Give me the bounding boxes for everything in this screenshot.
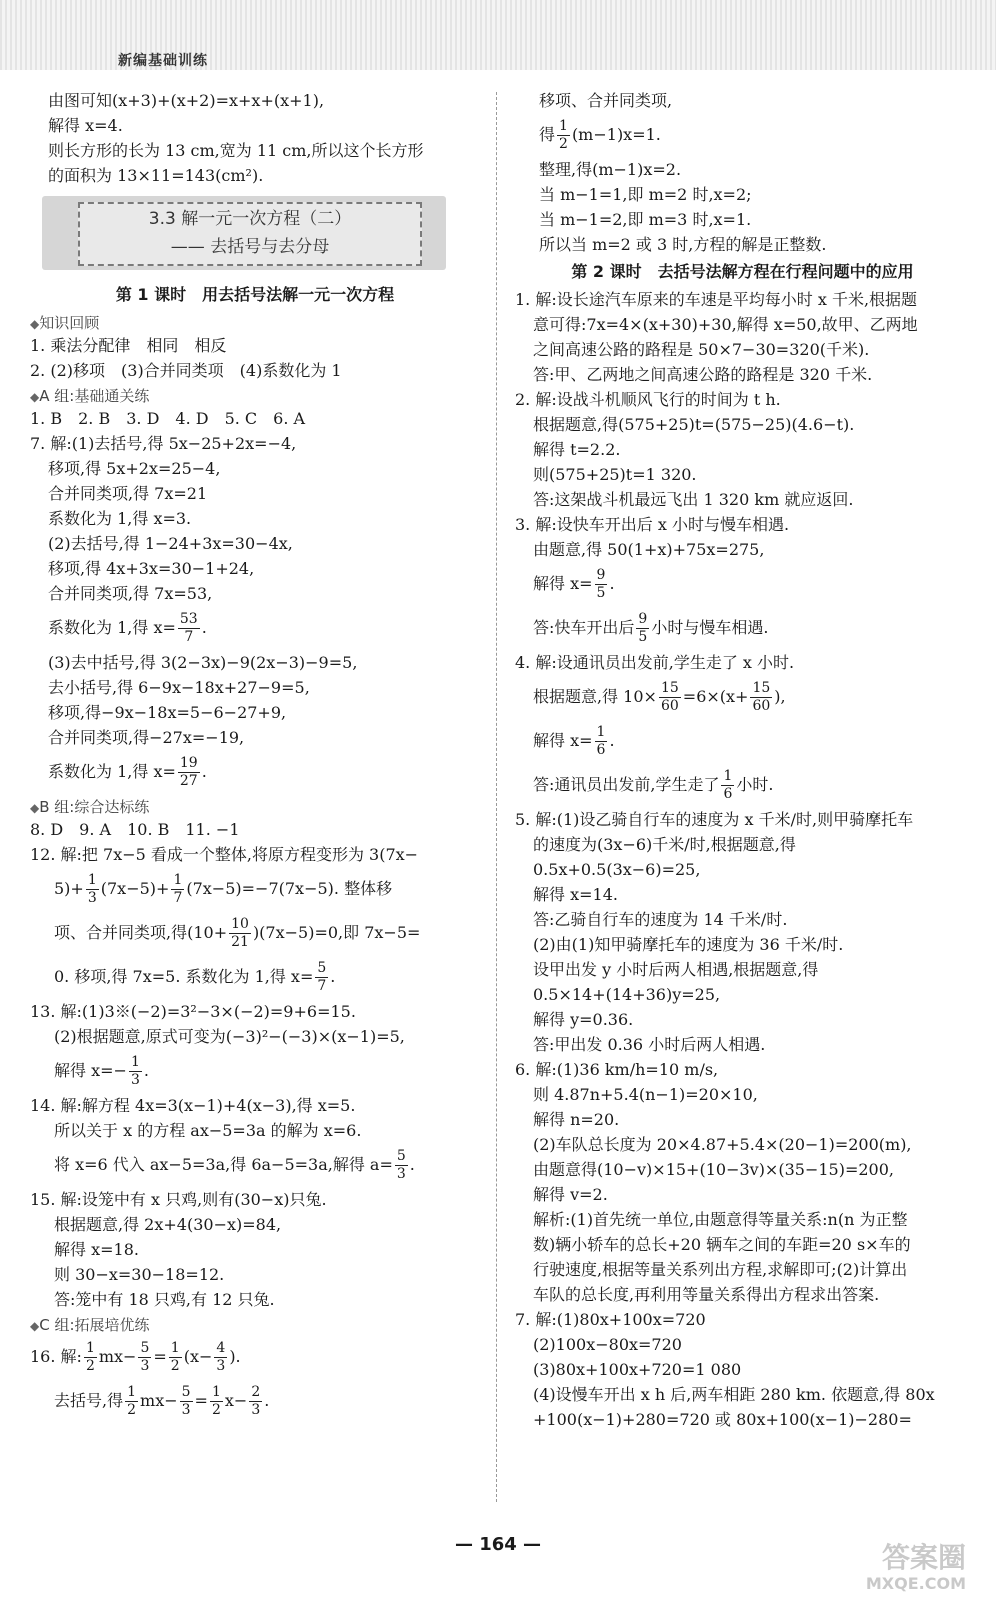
fraction-line: 解得 x= $\frac{1}{6}$ .: [533, 724, 615, 758]
fraction-line: 将 x=6 代入 ax−5=3a,得 6a−5=3a,解得 a= $\frac{5}{3}$ .: [54, 1148, 415, 1182]
text-line: 所以关于 x 的方程 ax−5=3a 的解为 x=6.: [54, 1121, 362, 1140]
text-line: 移项、合并同类项,: [539, 91, 673, 110]
text-line: 解得 x=14.: [533, 885, 618, 904]
text-line: 设甲出发 y 小时后两人相遇,根据题意,得: [533, 960, 819, 979]
fraction-line: 答:快车开出后 $\frac{9}{5}$ 小时与慢车相遇.: [533, 611, 769, 645]
text-line: 当 m−1=2,即 m=3 时,x=1.: [539, 210, 752, 229]
text-line: 之间高速公路的路程是 50×7−30=320(千米).: [533, 340, 870, 359]
header-title: 新编基础训练: [118, 53, 208, 69]
text-line: (3)80x+100x+720=1 080: [533, 1360, 742, 1379]
text-line: 移项,得−9x−18x=5−6−27+9,: [48, 703, 287, 722]
text-line: (2)100x−80x=720: [533, 1335, 682, 1354]
watermark-logo: 答案圈 MXQE.COM: [865, 1541, 966, 1593]
chapter-banner: [42, 196, 446, 270]
text-line: 移项,得 5x+2x=25−4,: [48, 459, 221, 478]
column-divider: [496, 92, 497, 1502]
text-line: 1. 乘法分配律 相同 相反: [30, 336, 227, 355]
fraction-line: 解得 x=− $\frac{1}{3}$ .: [54, 1054, 149, 1088]
text-line: 12. 解:把 7x−5 看成一个整体,将原方程变形为 3(7x−: [30, 845, 419, 864]
text-line: 解得 t=2.2.: [533, 440, 621, 459]
fraction-line: 0. 移项,得 7x=5. 系数化为 1,得 x= $\frac{5}{7}$ .: [54, 960, 336, 994]
text-line: 由题意得(10−v)×15+(10−3v)×(35−15)=200,: [533, 1160, 894, 1179]
text-line: 合并同类项,得 7x=21: [48, 484, 208, 503]
text-line: 根据题意,得(575+25)t=(575−25)(4.6−t).: [533, 415, 855, 434]
text-line: 1. 解:设长途汽车原来的车速是平均每小时 x 千米,根据题: [515, 290, 918, 309]
text-line: 答:这架战斗机最远飞出 1 320 km 就应返回.: [533, 490, 854, 509]
text-line: 合并同类项,得 7x=53,: [48, 584, 213, 603]
text-line: 行驶速度,根据等量关系列出方程,求解即可;(2)计算出: [533, 1260, 908, 1279]
chapter-title-box: [78, 202, 422, 266]
fraction-line: 得 $\frac{1}{2}$ (m−1)x=1.: [539, 118, 661, 152]
text-line: 7. 解:(1)80x+100x=720: [515, 1310, 706, 1329]
text-line: 5. 解:(1)设乙骑自行车的速度为 x 千米/时,则甲骑摩托车: [515, 810, 914, 829]
text-line: 解得 x=4.: [48, 116, 123, 135]
diamond-icon: ◆: [30, 801, 40, 815]
fraction-line: 5)+ $\frac{1}{3}$ (7x−5)+ $\frac{1}{7}$ (7x−5)=−7(7x−5). 整体移: [54, 872, 393, 906]
fraction-line: 解得 x= $\frac{9}{5}$ .: [533, 567, 615, 601]
text-line: 解得 y=0.36.: [533, 1010, 634, 1029]
text-line: 答:笼中有 18 只鸡,有 12 只兔.: [54, 1290, 275, 1309]
section-group-b: ◆B 组:综合达标练: [30, 798, 150, 816]
text-line: 7. 解:(1)去括号,得 5x−25+2x=−4,: [30, 434, 297, 453]
chapter-title: 3.3 解一元一次方程（二）: [148, 209, 352, 229]
text-line: 14. 解:解方程 4x=3(x−1)+4(x−3),得 x=5.: [30, 1096, 356, 1115]
right-column: [515, 88, 970, 1432]
text-line: 所以当 m=2 或 3 时,方程的解是正整数.: [539, 235, 827, 254]
text-line: 3. 解:设快车开出后 x 小时与慢车相遇.: [515, 515, 790, 534]
text-line: 0.5×14+(14+36)y=25,: [533, 985, 721, 1004]
fraction-line: 根据题意,得 10× $\frac{15}{60}$ =6×(x+ $\frac{15}{60}$ ),: [533, 680, 786, 714]
section-group-a: ◆A 组:基础通关练: [30, 387, 150, 405]
text-line: 移项,得 4x+3x=30−1+24,: [48, 559, 255, 578]
text-line: 则长方形的长为 13 cm,宽为 11 cm,所以这个长方形: [48, 141, 424, 160]
text-line: 车队的总长度,再利用等量关系得出方程求出答案.: [533, 1285, 880, 1304]
text-line: 数)辆小轿车的总长+20 辆车之间的车距=20 s×车的: [533, 1235, 911, 1254]
fraction-line: 项、合并同类项,得(10+ $\frac{10}{21}$ )(7x−5)=0,即 7x−5=: [54, 916, 421, 950]
text-line: 解得 v=2.: [533, 1185, 608, 1204]
fraction-line: 系数化为 1,得 x= $\frac{53}{7}$ .: [48, 611, 207, 645]
lesson-2-title: 第 2 课时 去括号法解方程在行程问题中的应用: [571, 262, 914, 281]
text-line: 4. 解:设通讯员出发前,学生走了 x 小时.: [515, 653, 795, 672]
text-line: 6. 解:(1)36 km/h=10 m/s,: [515, 1060, 719, 1079]
text-line: 则 4.87n+5.4(n−1)=20×10,: [533, 1085, 758, 1104]
page-number: — 164 —: [454, 1534, 542, 1555]
text-line: (2)根据题意,原式可变为(−3)²−(−3)×(x−1)=5,: [54, 1027, 405, 1046]
diamond-icon: ◆: [30, 1319, 40, 1333]
text-line: (2)去括号,得 1−24+3x=30−4x,: [48, 534, 293, 553]
text-line: (3)去中括号,得 3(2−3x)−9(2x−3)−9=5,: [48, 653, 358, 672]
text-line: 由图可知(x+3)+(x+2)=x+x+(x+1),: [48, 91, 325, 110]
diamond-icon: ◆: [30, 317, 40, 331]
text-line: 解得 x=18.: [54, 1240, 139, 1259]
text-line: (4)设慢车开出 x h 后,两车相距 280 km. 依题意,得 80x: [533, 1385, 935, 1404]
text-line: (2)车队总长度为 20×4.87+5.4×(20−1)=200(m),: [533, 1135, 912, 1154]
text-line: 答:甲出发 0.36 小时后两人相遇.: [533, 1035, 766, 1054]
text-line: 由题意,得 50(1+x)+75x=275,: [533, 540, 765, 559]
fraction-line: 答:通讯员出发前,学生走了 $\frac{1}{6}$ 小时.: [533, 768, 774, 802]
fraction-line: 16. 解: $\frac{1}{2}$ mx− $\frac{5}{3}$ = $\frac{1}{2}$ (x− $\frac{4}{3}$ ).: [30, 1340, 241, 1374]
text-line: 15. 解:设笼中有 x 只鸡,则有(30−x)只兔.: [30, 1190, 327, 1209]
text-line: 13. 解:(1)3※(−2)=3²−3×(−2)=9+6=15.: [30, 1002, 356, 1021]
fraction-line: 去括号,得 $\frac{1}{2}$ mx− $\frac{5}{3}$ = $\frac{1}{2}$ x− $\frac{2}{3}$ .: [54, 1384, 270, 1418]
text-line: +100(x−1)+280=720 或 80x+100(x−1)−280=: [533, 1410, 912, 1429]
text-line: 合并同类项,得−27x=−19,: [48, 728, 245, 747]
lesson-1-title: 第 1 课时 用去括号法解一元一次方程: [115, 285, 395, 304]
left-column: [30, 88, 480, 1423]
answers-line: 8. D 9. A 10. B 11. −1: [30, 820, 240, 839]
text-line: 解得 n=20.: [533, 1110, 620, 1129]
section-group-c: ◆C 组:拓展培优练: [30, 1316, 150, 1334]
text-line: 则(575+25)t=1 320.: [533, 465, 697, 484]
text-line: 的速度为(3x−6)千米/时,根据题意,得: [533, 835, 796, 854]
text-line: 2. (2)移项 (3)合并同类项 (4)系数化为 1: [30, 361, 342, 380]
answers-line: 1. B 2. B 3. D 4. D 5. C 6. A: [30, 409, 306, 428]
text-line: 整理,得(m−1)x=2.: [539, 160, 682, 179]
text-line: 当 m−1=1,即 m=2 时,x=2;: [539, 185, 752, 204]
text-line: 根据题意,得 2x+4(30−x)=84,: [54, 1215, 282, 1234]
diamond-icon: ◆: [30, 390, 40, 404]
text-line: 去小括号,得 6−9x−18x+27−9=5,: [48, 678, 310, 697]
chapter-subtitle: —— 去括号与去分母: [170, 237, 330, 257]
text-line: 解析:(1)首先统一单位,由题意得等量关系:n(n 为正整: [533, 1210, 908, 1229]
text-line: 的面积为 13×11=143(cm²).: [48, 166, 264, 185]
text-line: 答:甲、乙两地之间高速公路的路程是 320 千米.: [533, 365, 873, 384]
text-line: 系数化为 1,得 x=3.: [48, 509, 192, 528]
text-line: 则 30−x=30−18=12.: [54, 1265, 225, 1284]
text-line: 意可得:7x=4×(x+30)+30,解得 x=50,故甲、乙两地: [533, 315, 918, 334]
text-line: 答:乙骑自行车的速度为 14 千米/时.: [533, 910, 788, 929]
section-review: ◆知识回顾: [30, 314, 100, 332]
text-line: 2. 解:设战斗机顺风飞行的时间为 t h.: [515, 390, 781, 409]
fraction-line: 系数化为 1,得 x= $\frac{19}{27}$ .: [48, 755, 207, 789]
text-line: (2)由(1)知甲骑摩托车的速度为 36 千米/时.: [533, 935, 844, 954]
text-line: 0.5x+0.5(3x−6)=25,: [533, 860, 701, 879]
